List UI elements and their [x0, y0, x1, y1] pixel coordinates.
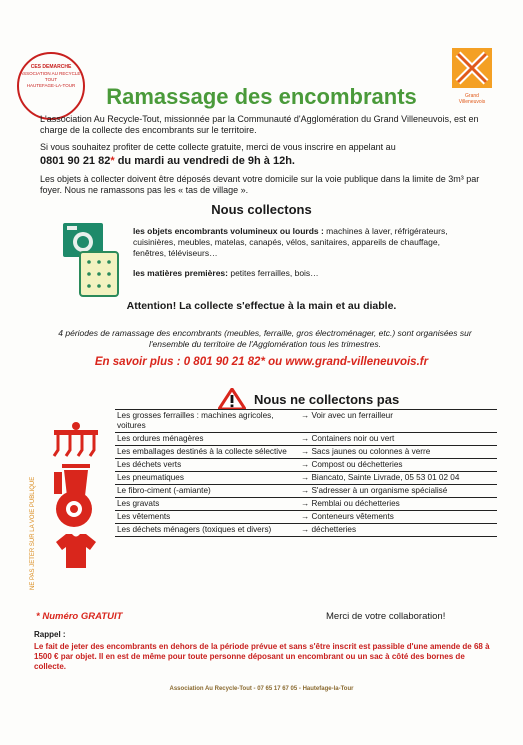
row-item: Les gravats	[115, 498, 299, 511]
table-row	[115, 511, 497, 524]
collect-item-1-text: machines à laver, réfrigérateurs, cuisinières, meubles, matelas, canapés, vélos, sanitaires, appareils de chauffage, fenêtres, téléviseurs…	[133, 226, 448, 258]
deposit-text: Les objets à collecter doivent être déposés devant votre domicile sur la voie publique dans la limite de 3m³ par foyer. Nous ne ramassons pas les « tas de village ».	[40, 174, 480, 195]
thanks-text: Merci de votre collaboration!	[326, 611, 446, 622]
row-item: Les emballages destinés à la collecte sélective	[115, 446, 299, 459]
row-destination: → Remblai ou déchetteries	[299, 498, 497, 511]
row-item: Les déchets verts	[115, 459, 299, 472]
intro-text: L'association Au Recycle-Tout, missionnée par la Communauté d'Agglomération du Grand Villeneuvois, est en charge de la collecte des encombrants sur le territoire.	[40, 114, 479, 135]
brand-x-icon	[452, 48, 492, 88]
table-row	[115, 433, 497, 446]
row-item: Les pneumatiques	[115, 472, 299, 485]
row-item: Les ordures ménagères	[115, 433, 299, 446]
collect-item-2	[133, 268, 473, 279]
side-warning-text	[25, 420, 37, 590]
table-row	[115, 524, 497, 537]
collect-item-1	[133, 226, 473, 259]
intro-text-2: Si vous souhaitez profiter de cette collecte gratuite, merci de vous inscrire en appelant au	[40, 142, 396, 152]
stamp-middle: ASSOCIATION AU RECYCLE-TOUT	[20, 71, 82, 82]
row-destination: → déchetteries	[299, 524, 497, 537]
side-warning-label: NE PAS JETER SUR LA VOIE PUBLIQUE	[30, 476, 36, 590]
brand-label: Grand Villeneuvois	[458, 93, 486, 105]
stamp-bottom: HAUTEFAGE-LA-TOUR	[26, 83, 76, 88]
row-destination: → Voir avec un ferrailleur	[299, 410, 497, 433]
row-destination: → Compost ou déchetteries	[299, 459, 497, 472]
stamp-top: CES DEMARCHE	[30, 64, 72, 70]
tire-icon	[50, 488, 102, 530]
phone-number: 0801 90 21 82	[40, 155, 111, 167]
row-destination: → Sacs jaunes ou colonnes à verre	[299, 446, 497, 459]
row-item: Le fibro-ciment (-amiante)	[115, 485, 299, 498]
numero-gratuit: * Numéro GRATUIT	[36, 611, 123, 622]
mattress-icon	[78, 250, 120, 298]
phone-star: *	[110, 155, 115, 167]
reminder-text: Le fait de jeter des encombrants en dehors de la période prévue et sans s'être inscrit est passible d'une amende de 68 à 1500 € par objet. Il en est de même pour toute personne déposant un encombrant ou un sac à côté des bornes de collecte.	[34, 642, 490, 671]
collect-item-1-bold: les objets encombrants volumineux ou lourds :	[133, 226, 327, 236]
table-row	[115, 498, 497, 511]
table-row	[115, 410, 497, 433]
collect-item-2-text: petites ferrailles, bois…	[230, 268, 319, 278]
table-row	[115, 472, 497, 485]
more-info-line: En savoir plus : 0 801 90 21 82* ou www.grand-villeneuvois.fr	[94, 356, 429, 368]
tshirt-icon	[50, 530, 102, 572]
phone-hours: du mardi au vendredi de 9h à 12h.	[114, 155, 295, 167]
row-destination: → S'adresser à un organisme spécialisé	[299, 485, 497, 498]
reminder-label: Rappel :	[34, 630, 66, 639]
table-row	[115, 459, 497, 472]
row-item: Les déchets ménagers (toxiques et divers)	[115, 524, 299, 537]
row-destination: → Containers noir ou vert	[299, 433, 497, 446]
row-item: Les grosses ferrailles : machines agricoles, voitures	[115, 410, 299, 433]
collect-item-2-bold: les matières premières:	[133, 268, 231, 278]
row-item: Les vêtements	[115, 511, 299, 524]
collect-title: Nous collectons	[211, 202, 312, 217]
not-collected-table	[115, 409, 497, 537]
farm-tool-icon	[50, 418, 102, 460]
not-collect-title: Nous ne collectons pas	[254, 392, 400, 407]
row-destination: → Biancato, Sainte Livrade, 05 53 01 02 04	[299, 472, 497, 485]
table-row	[115, 446, 497, 459]
periods-text: 4 périodes de ramassage des encombrants (meubles, ferraille, gros électroménager, etc.) sont organisées sur l'ensemble du territoire de l'Agglomération tous les trimestres.	[58, 328, 472, 349]
attention-text: Attention! La collecte s'effectue à la main et au diable.	[126, 300, 397, 312]
row-destination: → Conteneurs vêtements	[299, 511, 497, 524]
page-title: Ramassage des encombrants	[106, 84, 417, 109]
warning-icon	[218, 388, 246, 410]
footer-text: Association Au Recycle-Tout - 07 65 17 67 05 - Hautefage-la-Tour	[169, 686, 354, 692]
phone-line	[40, 155, 295, 167]
table-row	[115, 485, 497, 498]
